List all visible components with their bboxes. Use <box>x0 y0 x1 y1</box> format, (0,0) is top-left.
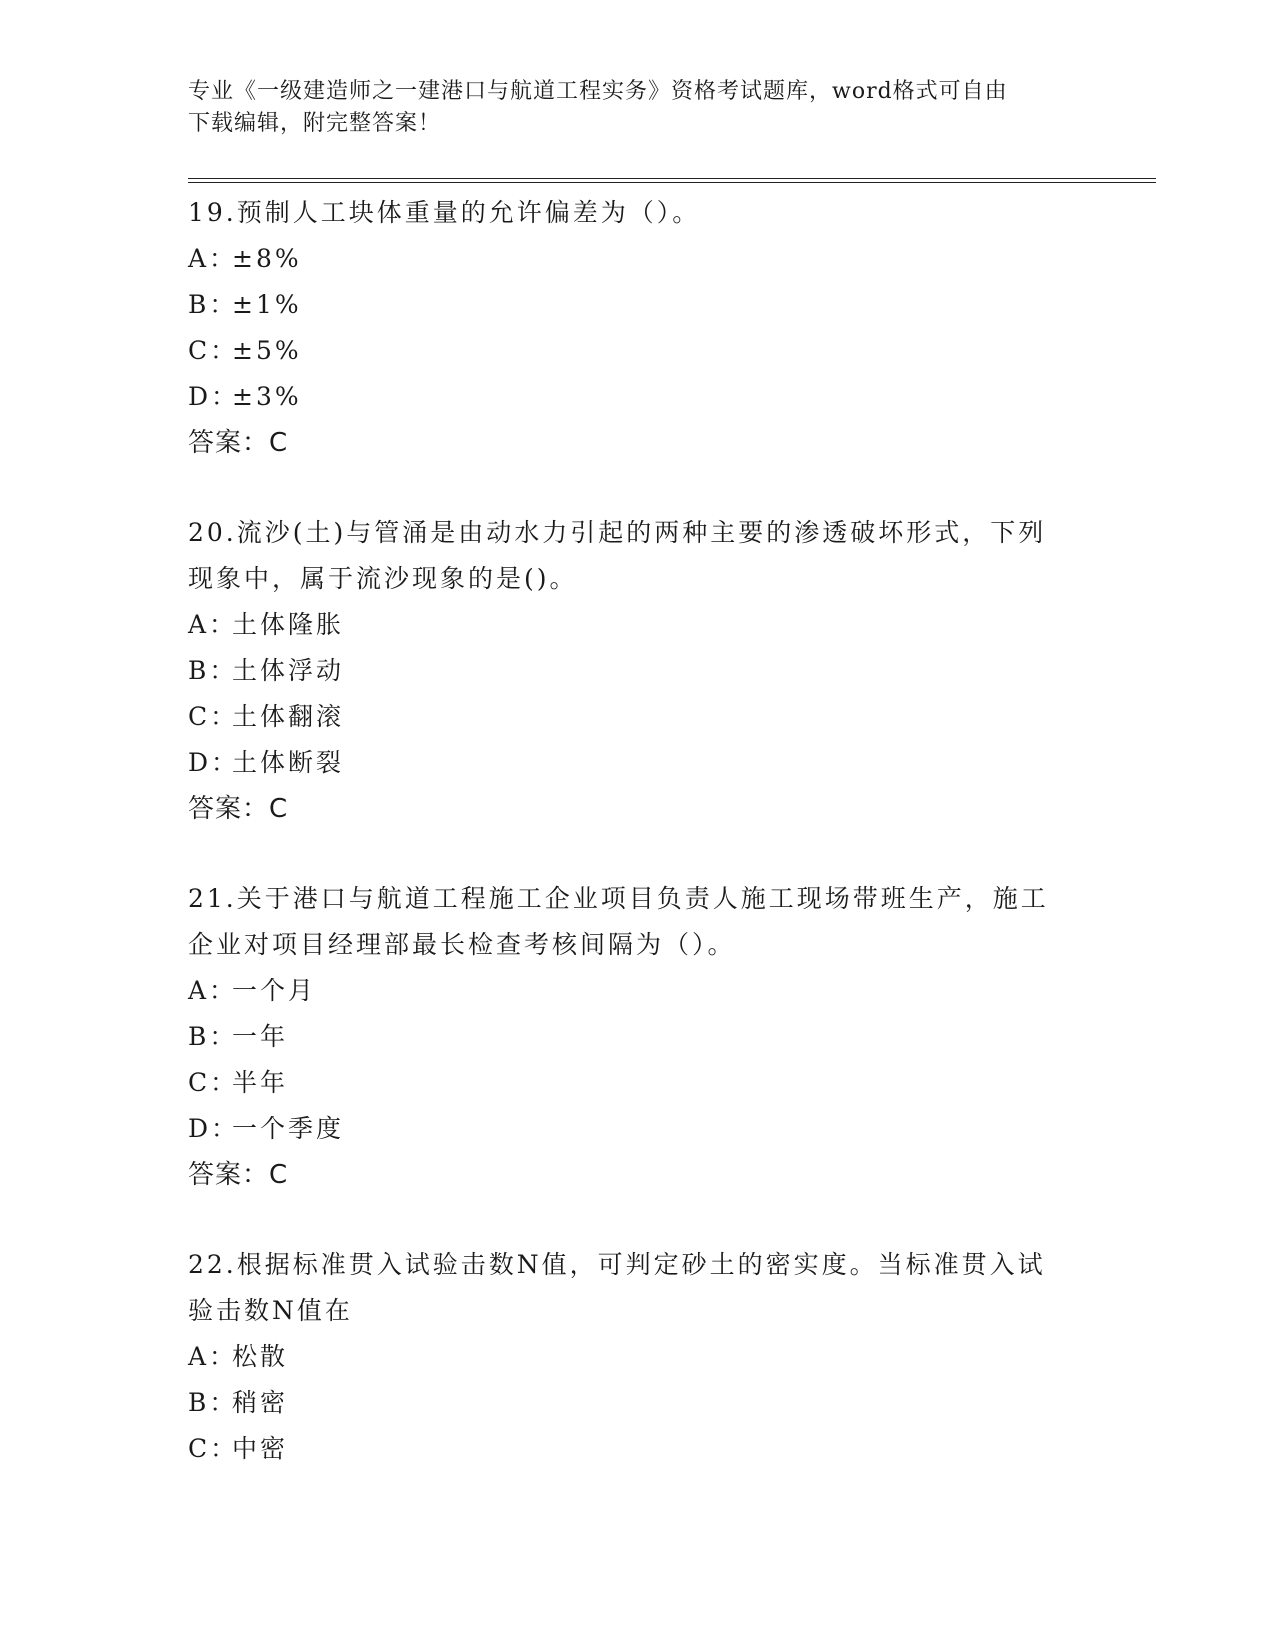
option-text: 稍密 <box>232 1388 289 1417</box>
option-b <box>188 1380 1088 1426</box>
question-stem <box>188 190 1088 236</box>
option-text: 一个季度 <box>232 1114 345 1143</box>
answer-line: 答案：C <box>188 1160 289 1190</box>
question-stem-line: 21.关于港口与航道工程施工企业项目负责人施工现场带班生产，施工 <box>188 884 1049 913</box>
option-c <box>188 328 1088 374</box>
option-b <box>188 282 1088 328</box>
option-a <box>188 968 1088 1014</box>
option-text: 一年 <box>232 1022 289 1051</box>
option-letter: C： <box>188 1434 239 1463</box>
option-a <box>188 1334 1088 1380</box>
question-22 <box>188 1242 1088 1472</box>
option-text: 土体浮动 <box>232 656 345 685</box>
option-text: 土体翻滚 <box>232 702 345 731</box>
question-stem-line: 企业对项目经理部最长检查考核间隔为（）。 <box>188 930 736 959</box>
option-text: ±1% <box>232 290 302 319</box>
option-letter: B： <box>188 290 238 319</box>
option-c <box>188 694 1088 740</box>
header-line-1: 专业《一级建造师之一建港口与航道工程实务》资格考试题库，word格式可自由 <box>188 79 1008 104</box>
option-text: ±3% <box>232 382 302 411</box>
question-19 <box>188 190 1088 466</box>
question-stem-line: 22.根据标准贯入试验击数N值，可判定砂土的密实度。当标准贯入试 <box>188 1250 1046 1279</box>
option-letter: D： <box>188 382 240 411</box>
option-d <box>188 1106 1088 1152</box>
option-text: 土体隆胀 <box>232 610 345 639</box>
question-stem-line: 19.预制人工块体重量的允许偏差为（）。 <box>188 198 701 227</box>
option-c <box>188 1060 1088 1106</box>
question-stem <box>188 876 1088 968</box>
question-20 <box>188 510 1088 832</box>
option-text: 半年 <box>232 1068 289 1097</box>
option-c <box>188 1426 1088 1472</box>
answer-line: 答案：C <box>188 428 289 458</box>
answer-line: 答案：C <box>188 794 289 824</box>
question-stem-line: 现象中，属于流沙现象的是()。 <box>188 564 578 593</box>
option-letter: B： <box>188 656 238 685</box>
option-b <box>188 1014 1088 1060</box>
option-letter: A： <box>188 976 238 1005</box>
option-letter: D： <box>188 1114 240 1143</box>
option-text: 一个月 <box>232 976 317 1005</box>
question-21 <box>188 876 1088 1198</box>
option-b <box>188 648 1088 694</box>
header-divider <box>188 178 1156 183</box>
option-letter: A： <box>188 610 238 639</box>
question-stem <box>188 1242 1088 1334</box>
option-text: 土体断裂 <box>232 748 345 777</box>
option-a <box>188 236 1088 282</box>
option-letter: C： <box>188 336 239 365</box>
option-text: ±5% <box>232 336 302 365</box>
option-text: 中密 <box>232 1434 289 1463</box>
option-letter: A： <box>188 244 238 273</box>
question-stem <box>188 510 1088 602</box>
option-letter: C： <box>188 702 239 731</box>
question-list <box>188 190 1088 1516</box>
option-a <box>188 602 1088 648</box>
header-line-2: 下载编辑，附完整答案！ <box>188 111 442 136</box>
option-letter: A： <box>188 1342 238 1371</box>
option-d <box>188 740 1088 786</box>
document-header <box>188 76 1088 140</box>
option-text: 松散 <box>232 1342 289 1371</box>
option-letter: D： <box>188 748 240 777</box>
question-stem-line: 验击数N值在 <box>188 1296 353 1325</box>
option-letter: C： <box>188 1068 239 1097</box>
option-d <box>188 374 1088 420</box>
option-letter: B： <box>188 1388 238 1417</box>
option-text: ±8% <box>232 244 302 273</box>
option-letter: B： <box>188 1022 238 1051</box>
question-stem-line: 20.流沙(土)与管涌是由动水力引起的两种主要的渗透破坏形式，下列 <box>188 518 1047 547</box>
